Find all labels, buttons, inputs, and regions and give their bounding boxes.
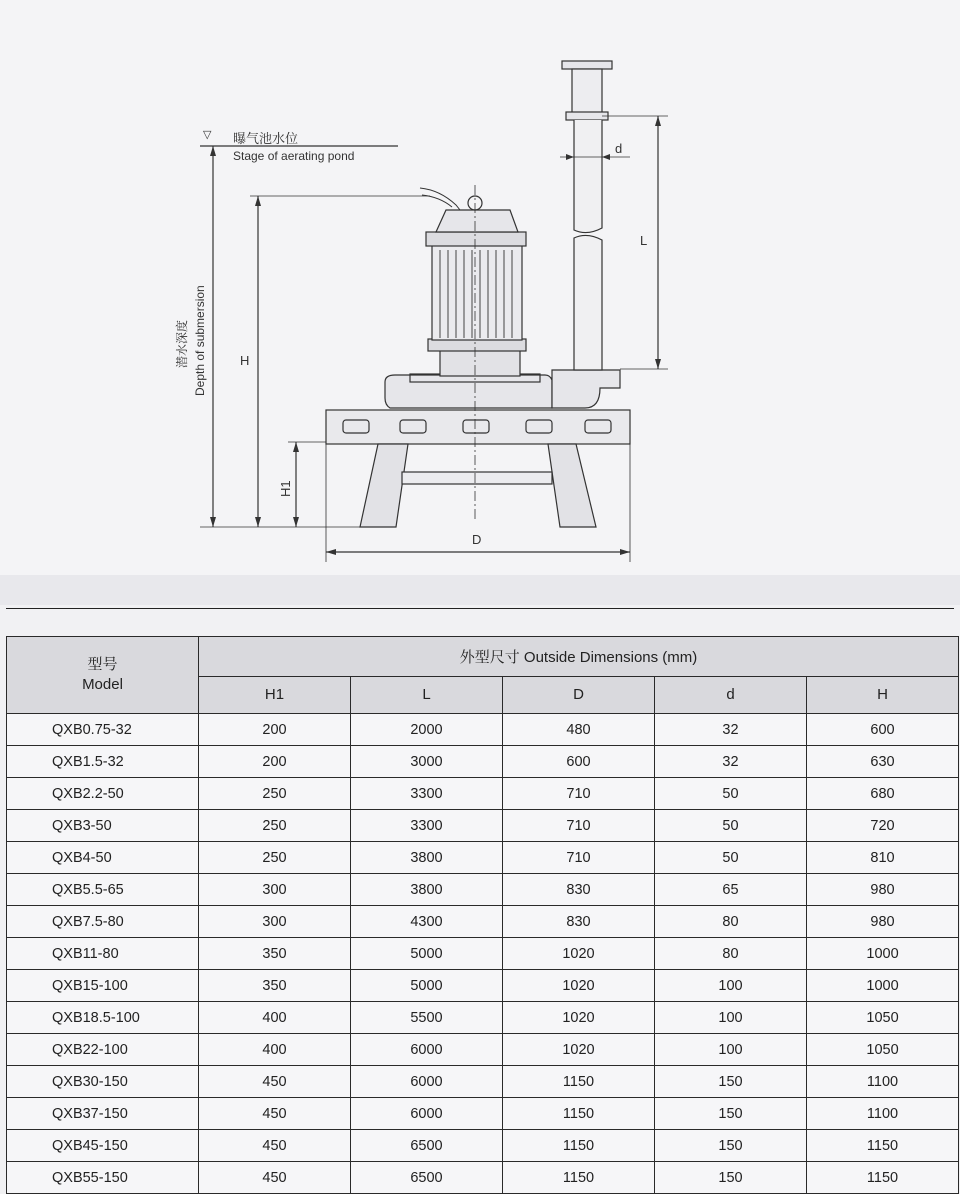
- depth-label-cn: 潜水深度: [175, 319, 189, 368]
- motor-cap: [436, 210, 518, 232]
- cell-l: 5000: [351, 938, 503, 970]
- cell-h: 630: [807, 746, 959, 778]
- table-row: [7, 842, 959, 874]
- right-leg: [548, 444, 596, 527]
- dimensions-table: [6, 636, 959, 1194]
- cell-l: 3300: [351, 810, 503, 842]
- cell-h1: 250: [199, 778, 351, 810]
- cell-h: 980: [807, 906, 959, 938]
- model-header-en: Model: [82, 676, 123, 693]
- cell-h: 1100: [807, 1066, 959, 1098]
- table-row: [7, 778, 959, 810]
- cell-d-upper: 1150: [503, 1098, 655, 1130]
- table-row: [7, 1066, 959, 1098]
- cell-model: QXB4-50: [7, 842, 199, 874]
- air-pipe-lower: [574, 235, 602, 370]
- cell-d-upper: 1020: [503, 938, 655, 970]
- left-leg: [360, 444, 408, 527]
- cell-model: QXB1.5-32: [7, 746, 199, 778]
- cell-l: 6500: [351, 1162, 503, 1194]
- cell-h1: 400: [199, 1034, 351, 1066]
- water-level-symbol: ▽: [203, 129, 212, 141]
- cell-d-lower: 100: [655, 970, 807, 1002]
- cell-l: 5000: [351, 970, 503, 1002]
- cell-d-upper: 1150: [503, 1162, 655, 1194]
- cell-model: QXB2.2-50: [7, 778, 199, 810]
- cell-h1: 450: [199, 1162, 351, 1194]
- water-level-label-cn: 曝气池水位: [233, 131, 299, 146]
- table-body: [7, 714, 959, 1194]
- water-level-label-en: Stage of aerating pond: [233, 149, 355, 163]
- cell-h1: 400: [199, 1002, 351, 1034]
- h-dim-label: H: [240, 353, 250, 368]
- cell-d-lower: 100: [655, 1034, 807, 1066]
- column-header-d-upper: D: [503, 676, 655, 714]
- cell-h1: 200: [199, 746, 351, 778]
- outlet-elbow: [552, 370, 620, 408]
- cell-h: 980: [807, 874, 959, 906]
- cell-h: 600: [807, 714, 959, 746]
- cell-d-lower: 100: [655, 1002, 807, 1034]
- table-row: [7, 714, 959, 746]
- section-band: [0, 575, 960, 605]
- cell-model: QXB7.5-80: [7, 906, 199, 938]
- cell-h: 1000: [807, 938, 959, 970]
- cell-l: 4300: [351, 906, 503, 938]
- cell-l: 6000: [351, 1098, 503, 1130]
- cell-model: QXB0.75-32: [7, 714, 199, 746]
- cell-model: QXB11-80: [7, 938, 199, 970]
- cell-d-lower: 50: [655, 810, 807, 842]
- cell-model: QXB18.5-100: [7, 1002, 199, 1034]
- cell-d-upper: 1020: [503, 1002, 655, 1034]
- cell-d-lower: 80: [655, 906, 807, 938]
- model-header-cn: 型号: [87, 656, 118, 673]
- cell-d-lower: 50: [655, 842, 807, 874]
- cell-h1: 450: [199, 1130, 351, 1162]
- cell-h: 1050: [807, 1002, 959, 1034]
- model-column-header: [7, 637, 199, 714]
- power-cable: [420, 188, 460, 210]
- table-row: [7, 1130, 959, 1162]
- cell-model: QXB15-100: [7, 970, 199, 1002]
- cell-l: 5500: [351, 1002, 503, 1034]
- cell-h: 720: [807, 810, 959, 842]
- section-divider: [6, 608, 954, 609]
- cell-model: QXB22-100: [7, 1034, 199, 1066]
- air-pipe-upper: [574, 120, 602, 233]
- cell-h: 1150: [807, 1162, 959, 1194]
- pipe-top-flange: [562, 61, 612, 69]
- cell-h: 810: [807, 842, 959, 874]
- cell-l: 3000: [351, 746, 503, 778]
- column-header-l: L: [351, 676, 503, 714]
- cell-d-upper: 1150: [503, 1066, 655, 1098]
- cell-model: QXB30-150: [7, 1066, 199, 1098]
- motor-top-flange: [426, 232, 526, 246]
- cell-d-upper: 600: [503, 746, 655, 778]
- cell-d-lower: 150: [655, 1130, 807, 1162]
- cell-l: 6000: [351, 1034, 503, 1066]
- cell-model: QXB5.5-65: [7, 874, 199, 906]
- cell-model: QXB45-150: [7, 1130, 199, 1162]
- motor-bottom-flange: [428, 339, 526, 351]
- motor-body: [432, 245, 522, 340]
- cell-d-upper: 710: [503, 842, 655, 874]
- cell-h1: 350: [199, 938, 351, 970]
- cell-d-lower: 32: [655, 714, 807, 746]
- cell-l: 3800: [351, 874, 503, 906]
- cell-l: 6500: [351, 1130, 503, 1162]
- cell-d-lower: 65: [655, 874, 807, 906]
- table-row: [7, 810, 959, 842]
- cell-l: 3300: [351, 778, 503, 810]
- aerator-drawing-svg: [0, 0, 960, 575]
- cell-d-upper: 830: [503, 906, 655, 938]
- cell-d-lower: 150: [655, 1066, 807, 1098]
- cell-d-upper: 1020: [503, 1034, 655, 1066]
- cell-d-lower: 80: [655, 938, 807, 970]
- table-row: [7, 746, 959, 778]
- technical-drawing: [0, 0, 960, 575]
- d-dim-label-upper: D: [472, 532, 482, 547]
- cell-l: 6000: [351, 1066, 503, 1098]
- cell-d-lower: 150: [655, 1098, 807, 1130]
- cell-d-upper: 830: [503, 874, 655, 906]
- cell-d-lower: 50: [655, 778, 807, 810]
- cell-d-lower: 32: [655, 746, 807, 778]
- table-row: [7, 874, 959, 906]
- table-row: [7, 938, 959, 970]
- cell-l: 2000: [351, 714, 503, 746]
- cell-h: 1150: [807, 1130, 959, 1162]
- cell-d-upper: 480: [503, 714, 655, 746]
- cell-h1: 200: [199, 714, 351, 746]
- cell-d-upper: 710: [503, 778, 655, 810]
- pipe-d-dim-label: d: [615, 141, 623, 156]
- cell-h1: 300: [199, 906, 351, 938]
- h1-dim-label: H1: [278, 480, 293, 497]
- table-row: [7, 1098, 959, 1130]
- table-row: [7, 1034, 959, 1066]
- l-dim-label: L: [640, 233, 648, 248]
- cell-h: 1100: [807, 1098, 959, 1130]
- outside-dimensions-header: 外型尺寸 Outside Dimensions (mm): [199, 637, 959, 677]
- cell-h1: 350: [199, 970, 351, 1002]
- cell-model: QXB3-50: [7, 810, 199, 842]
- cell-model: QXB37-150: [7, 1098, 199, 1130]
- cell-l: 3800: [351, 842, 503, 874]
- cell-h1: 250: [199, 842, 351, 874]
- cell-h1: 450: [199, 1066, 351, 1098]
- cell-d-upper: 710: [503, 810, 655, 842]
- cell-d-lower: 150: [655, 1162, 807, 1194]
- cell-h1: 300: [199, 874, 351, 906]
- table-row: [7, 1002, 959, 1034]
- cell-h1: 450: [199, 1098, 351, 1130]
- column-header-d-lower: d: [655, 676, 807, 714]
- cell-h: 680: [807, 778, 959, 810]
- column-header-h1: H1: [199, 676, 351, 714]
- table-row: [7, 906, 959, 938]
- cell-d-upper: 1020: [503, 970, 655, 1002]
- cell-model: QXB55-150: [7, 1162, 199, 1194]
- cell-h: 1000: [807, 970, 959, 1002]
- cell-d-upper: 1150: [503, 1130, 655, 1162]
- cell-h: 1050: [807, 1034, 959, 1066]
- table-row: [7, 970, 959, 1002]
- depth-label-en: Depth of submersion: [193, 285, 207, 396]
- table-row: [7, 1162, 959, 1194]
- column-header-h: H: [807, 676, 959, 714]
- cell-h1: 250: [199, 810, 351, 842]
